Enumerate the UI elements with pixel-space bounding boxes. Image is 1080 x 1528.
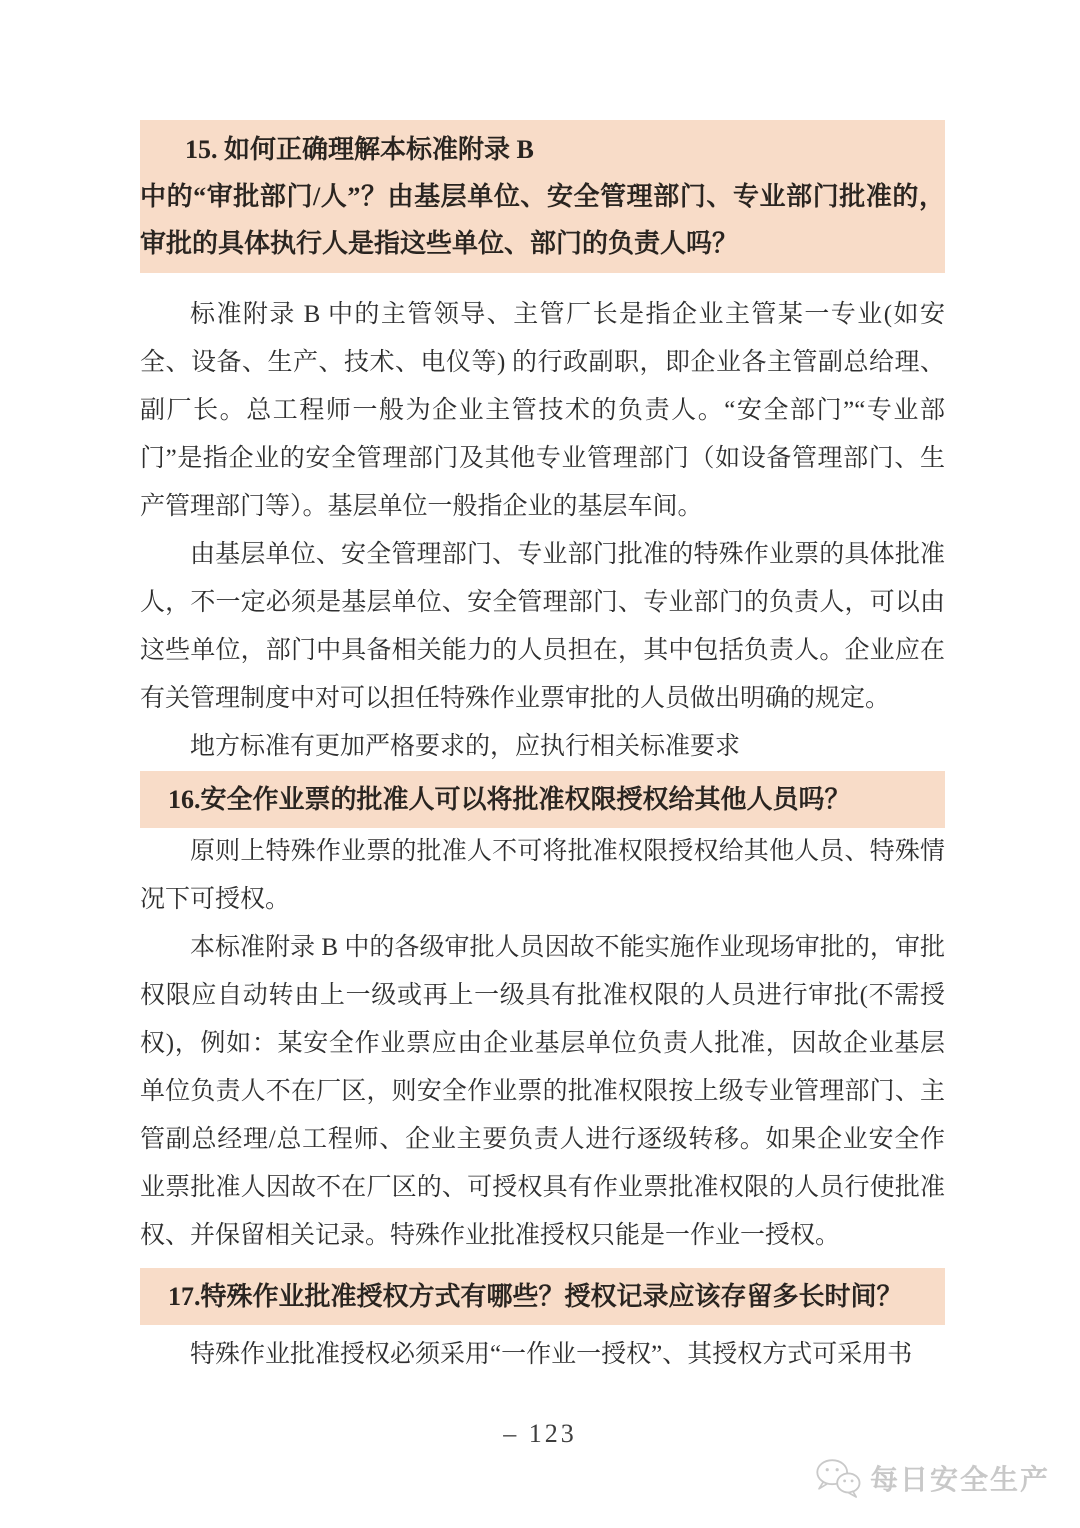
q15-answer-paragraph-3: 地方标准有更加严格要求的，应执行相关标准要求 (190, 733, 741, 760)
wechat-icon (814, 1456, 862, 1500)
q16-answer-paragraph-2: 本标准附录 B 中的各级审批人员因故不能实施作业现场审批的，审批权限应自动转由上一级或再上一级具有批准权限的人员进行审批(不需授权)，例如：某安全作业票应由企业基层单位负责人批准，因故企业基层单位负责人不在厂区，则安全作业票的批准权限按上级专业管理部门、主管副总经理/总工程师、企业主要负责人进行逐级转移。如果企业安全作业票批准人因故不在厂区的、可授权具有作业票批准权限的人员行使批准权、并保留相关记录。特殊作业批准授权只能是一作业一授权。 (140, 934, 945, 1249)
q15-answer-paragraph-1: 标准附录 B 中的主管领导、主管厂长是指企业主管某一专业(如安全、设备、生产、技术、电仪等) 的行政副职，即企业各主管副总给理、副厂长。总工程师一般为企业主管技术的负责人。“安全部门”“专业部门”是指企业的安全管理部门及其他专业管理部门（如设备管理部门、生产管理部门等）。基层单位一般指企业的基层车间。 (140, 301, 945, 520)
question-16-heading (140, 771, 945, 828)
watermark-label: 每日安全生产 (869, 1464, 1050, 1495)
question-17-text: 17.特殊作业批准授权方式有哪些？授权记录应该存留多长时间？ (168, 1282, 903, 1311)
q16-answer-paragraph-1: 原则上特殊作业票的批准人不可将批准权限授权给其他人员、特殊情况下可授权。 (140, 838, 945, 913)
question-15-heading (140, 120, 945, 273)
page-number: – 123 (503, 1419, 577, 1448)
q17-answer-paragraph-1: 特殊作业批准授权必须采用“一作业一授权”、其授权方式可采用书 (190, 1341, 913, 1368)
question-17-heading (140, 1268, 945, 1325)
wechat-watermark (814, 1456, 1050, 1500)
question-15-number-line: 15. 如何正确理解本标准附录 B (185, 135, 534, 164)
document-content (140, 120, 945, 1379)
q15-answer-paragraph-2: 由基层单位、安全管理部门、专业部门批准的特殊作业票的具体批准人，不一定必须是基层单位、安全管理部门、专业部门的负责人，可以由这些单位，部门中具备相关能力的人员担在，其中包括负责人。企业应在有关管理制度中对可以担任特殊作业票审批的人员做出明确的规定。 (140, 541, 945, 712)
question-15-text: 中的“审批部门/人”？由基层单位、安全管理部门、专业部门批准的，审批的具体执行人是指这些单位、部门的负责人吗？ (140, 182, 945, 258)
question-16-text: 16.安全作业票的批准人可以将批准权限授权给其他人员吗？ (168, 785, 851, 814)
